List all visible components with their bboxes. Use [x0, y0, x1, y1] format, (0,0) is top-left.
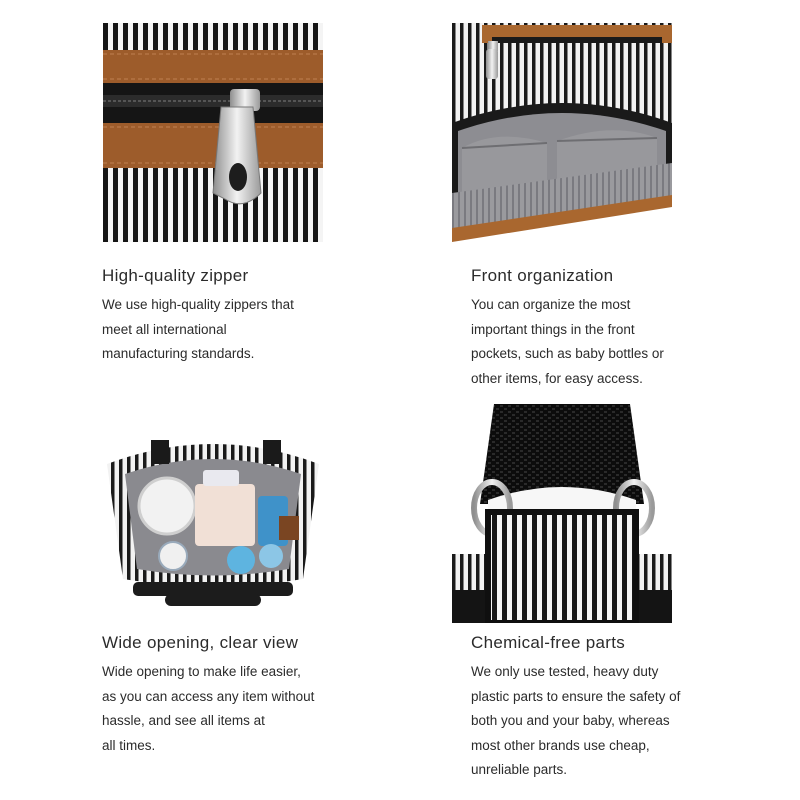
feature-desc-chemical-free: [471, 660, 731, 783]
desc-line: You can organize the most: [471, 297, 631, 312]
desc-line: unreliable parts.: [471, 762, 568, 778]
desc-line: We only use tested, heavy duty: [471, 664, 659, 679]
desc-line: all times.: [102, 737, 156, 753]
desc-line: important things in the front: [471, 321, 635, 337]
strap-ring-photo: [452, 404, 672, 623]
desc-line: other items, for easy access.: [471, 370, 643, 386]
feature-desc-wide-opening: [102, 660, 337, 758]
front-pockets-photo: [452, 23, 672, 242]
feature-title-wide-opening: Wide opening, clear view: [102, 633, 299, 652]
desc-line: both you and your baby, whereas: [471, 713, 670, 729]
desc-line: as you can access any item without: [102, 688, 315, 704]
desc-line: meet all international: [102, 321, 227, 337]
feature-title-zipper: High-quality zipper: [102, 266, 249, 285]
feature-title-chemical-free: Chemical-free parts: [471, 633, 626, 652]
desc-line: manufacturing standards.: [102, 346, 255, 362]
desc-line: pockets, such as baby bottles or: [471, 346, 664, 362]
desc-line: Wide opening to make life easier,: [102, 664, 301, 679]
feature-title-front-organization: Front organization: [471, 266, 614, 285]
desc-line: most other brands use cheap,: [471, 737, 650, 753]
feature-desc-zipper: [102, 293, 337, 367]
desc-line: plastic parts to ensure the safety of: [471, 688, 681, 704]
zipper-closeup-photo: [103, 23, 323, 242]
desc-line: We use high-quality zippers that: [102, 297, 294, 312]
wide-opening-bag-photo: [103, 404, 323, 623]
desc-line: hassle, and see all items at: [102, 713, 265, 729]
feature-desc-front-organization: [471, 293, 706, 391]
